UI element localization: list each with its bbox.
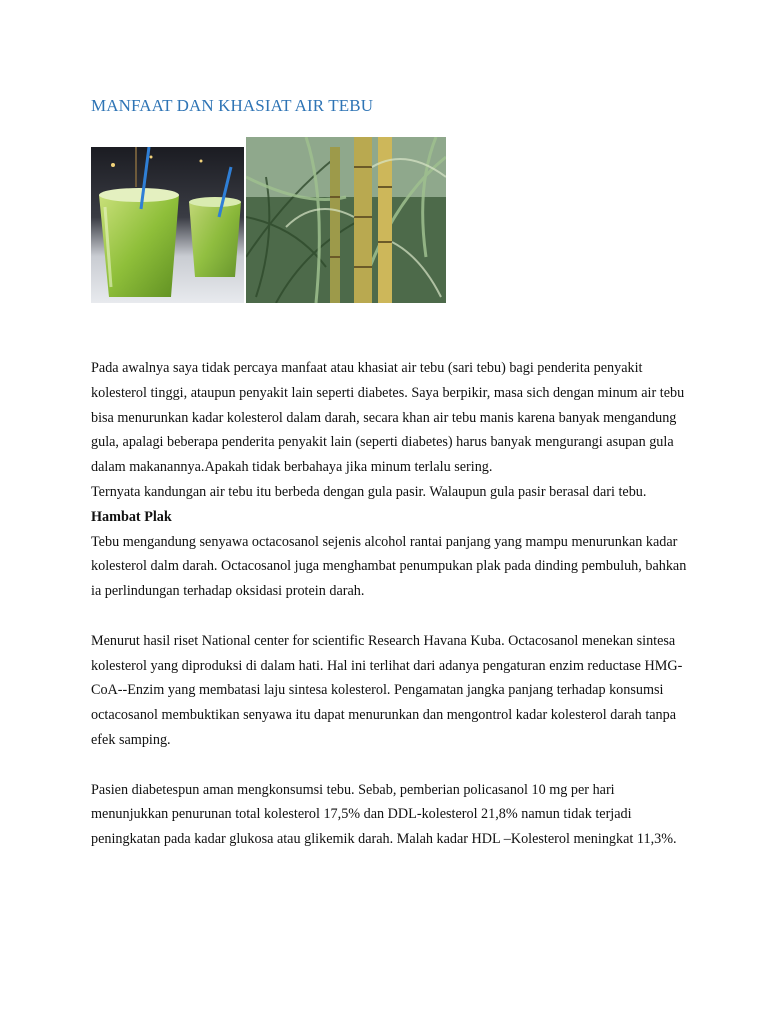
paragraph-kandungan: Ternyata kandungan air tebu itu berbeda dengan gula pasir. Walaupun gula pasir berasal dari tebu. bbox=[91, 483, 647, 500]
paragraph-plak: Tebu mengandung senyawa octacosanol sejenis alcohol rantai panjang yang mampu menurunkan kadar kolesterol dalm darah. Octacosanol juga menghambat penumpukan plak pada dinding pembuluh, bahkan ia perlindungan terhadap oksidasi protein darah. bbox=[91, 533, 687, 600]
sugarcane-plant-photo bbox=[246, 137, 446, 303]
document-title: MANFAAT DAN KHASIAT AIR TEBU bbox=[91, 96, 374, 115]
sugarcane-juice-photo bbox=[91, 147, 244, 303]
paragraph-diabetes: Pasien diabetespun aman mengkonsumsi tebu. Sebab, pemberian policasanol 10 mg per hari menunjukkan penurunan total kolesterol 17,5% dan DDL-kolesterol 21,8% namun tidak terjadi peningkatan pada kadar glukosa atau glikemik darah. Malah kadar HDL –Kolesterol meningkat 11,3%. bbox=[91, 781, 677, 848]
paragraph-riset: Menurut hasil riset National center for scientific Research Havana Kuba. Octacosanol menekan sintesa kolesterol yang diproduksi di dalam hati. Hal ini terlihat dari adanya pengaturan enzim reductase HMG-CoA--Enzim yang membatasi laju sintesa kolesterol. Pengamatan jangka panjang terhadap konsumsi octacosanol membuktikan senyawa itu dapat menurunkan dan mengontrol kadar kolesterol darah tanpa efek samping. bbox=[91, 632, 683, 748]
article-body bbox=[91, 356, 691, 852]
section-heading-hambat-plak: Hambat Plak bbox=[91, 508, 172, 525]
paragraph-intro: Pada awalnya saya tidak percaya manfaat atau khasiat air tebu (sari tebu) bagi penderita penyakit kolesterol tinggi, ataupun penyakit lain seperti diabetes. Saya berpikir, masa sich dengan minum air tebu bisa menurunkan kadar kolesterol dalam darah, secara khan air tebu manis karena banyak mengandung gula, apalagi beberapa penderita penyakit lain (seperti diabetes) harus banyak mengurangi asupan gula dalam makanannya.Apakah tidak berbahaya jika minum terlalu sering. bbox=[91, 360, 685, 476]
